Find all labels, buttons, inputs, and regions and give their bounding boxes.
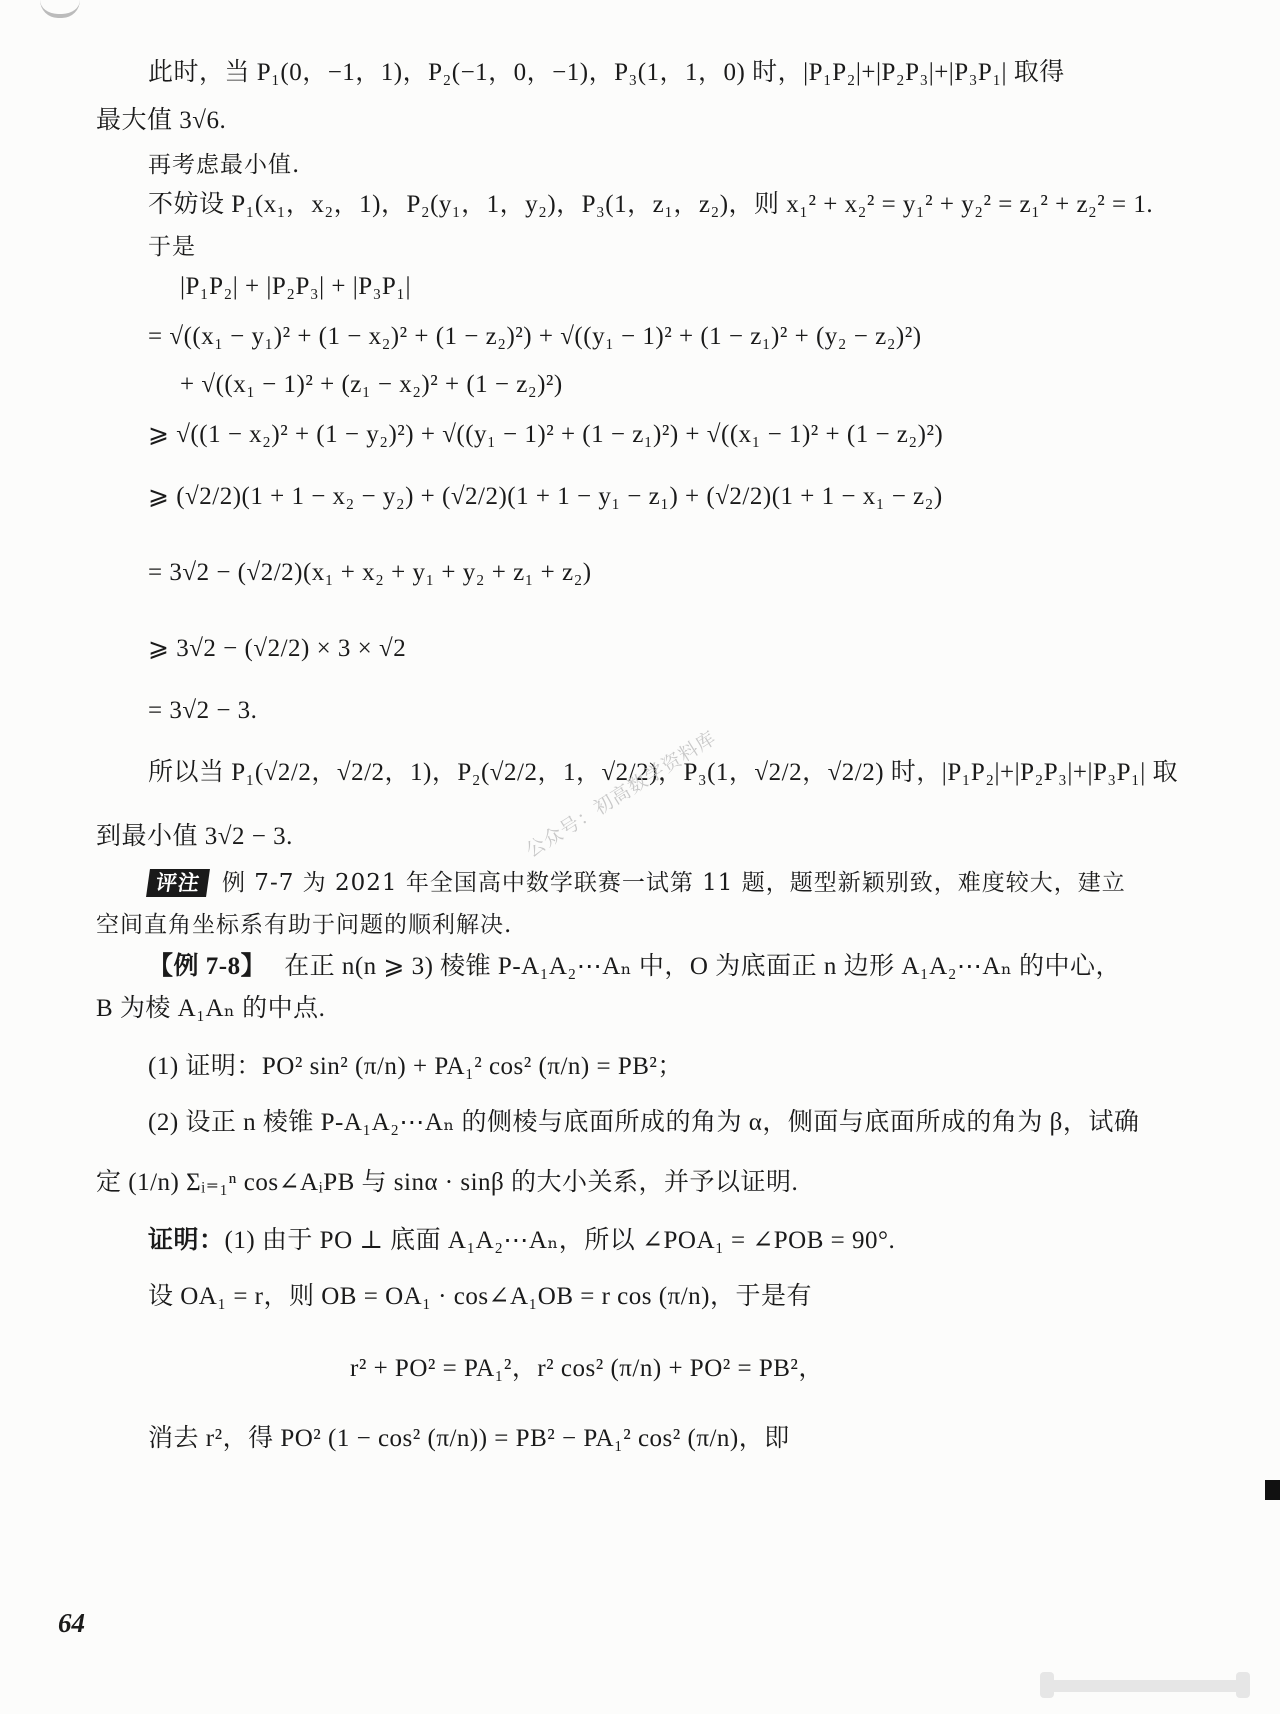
text-line: 设 OA₁ = r，则 OB = OA₁ · cos∠A₁OB = r cos (π/n)，于是有 xyxy=(148,1283,812,1310)
proof-text: (1) 由于 PO ⊥ 底面 A₁A₂⋯Aₙ，所以 ∠POA₁ = ∠POB = 90°. xyxy=(224,1227,896,1254)
text-line: 于是 xyxy=(148,234,196,260)
equation-line: = 3√2 − 3. xyxy=(148,697,258,724)
scroll-indicator[interactable] xyxy=(1040,1672,1250,1702)
text-line: B 为棱 A₁Aₙ 的中点. xyxy=(96,995,326,1022)
remark-text: 例 7-7 为 2021 年全国高中数学联赛一试第 11 题，题型新颖别致，难度较大，建立 xyxy=(222,870,1126,896)
text-line: (1) 证明：PO² sin² (π/n) + PA₁² cos² (π/n) = PB²； xyxy=(148,1053,683,1080)
text-line: 消去 r²，得 PO² (1 − cos² (π/n)) = PB² − PA₁² cos² (π/n)，即 xyxy=(148,1425,790,1452)
equation-line: ⩾ √((1 − x₂)² + (1 − y₂)²) + √((y₁ − 1)² + (1 − z₁)²) + √((x₁ − 1)² + (1 − z₂)²) xyxy=(148,421,944,448)
remark-line xyxy=(148,868,1126,898)
proof-line xyxy=(148,1226,895,1256)
page-number: 64 xyxy=(58,1608,85,1638)
text-line: 不妨设 P₁(x₁，x₂，1)，P₂(y₁，1，y₂)，P₃(1，z₁，z₂)，则 x₁² + x₂² = y₁² + y₂² = z₁² + z₂² = 1. xyxy=(148,191,1154,218)
example-text: 在正 n(n ⩾ 3) 棱锥 P-A₁A₂⋯Aₙ 中，O 为底面正 n 边形 A₁A₂⋯Aₙ 的中心， xyxy=(284,953,1122,980)
equation-line: + √((x₁ − 1)² + (z₁ − x₂)² + (1 − z₂)²) xyxy=(180,371,563,398)
text-line: 最大值 3√6. xyxy=(96,107,227,134)
watermark: 公众号：初高数学资料库 xyxy=(522,726,721,863)
equation-line: = 3√2 − (√2/2)(x₁ + x₂ + y₁ + y₂ + z₁ + z₂) xyxy=(148,559,592,586)
text-line: 此时，当 P₁(0，−1，1)，P₂(−1，0，−1)，P₃(1，1，0) 时，|P₁P₂|+|P₂P₃|+|P₃P₁| 取得 xyxy=(148,59,1065,86)
text-line: 所以当 P₁(√2/2，√2/2，1)，P₂(√2/2，1，√2/2)，P₃(1，√2/2，√2/2) 时，|P₁P₂|+|P₂P₃|+|P₃P₁| 取 xyxy=(148,759,1179,786)
example-label: 【例 7-8】 xyxy=(148,953,267,980)
text-line: 定 (1/n) Σᵢ₌₁ⁿ cos∠AᵢPB 与 sinα · sinβ 的大小关系，并予以证明. xyxy=(96,1169,799,1196)
equation-line: ⩾ 3√2 − (√2/2) × 3 × √2 xyxy=(148,635,407,662)
margin-marker xyxy=(1265,1480,1280,1500)
scan-artifact xyxy=(40,0,80,18)
equation-line: ⩾ (√2/2)(1 + 1 − x₂ − y₂) + (√2/2)(1 + 1 − y₁ − z₁) + (√2/2)(1 + 1 − x₁ − z₂) xyxy=(148,483,943,510)
remark-tag: 评注 xyxy=(146,869,210,897)
equation-line: r² + PO² = PA₁²，r² cos² (π/n) + PO² = PB²， xyxy=(350,1355,824,1382)
text-line: 到最小值 3√2 − 3. xyxy=(96,823,293,850)
proof-label: 证明： xyxy=(148,1227,225,1254)
text-line: 再考虑最小值. xyxy=(148,152,301,178)
equation-line: |P₁P₂| + |P₂P₃| + |P₃P₁| xyxy=(180,273,411,300)
text-line: (2) 设正 n 棱锥 P-A₁A₂⋯Aₙ 的侧棱与底面所成的角为 α，侧面与底面所成的角为 β，试确 xyxy=(148,1109,1140,1136)
equation-line: = √((x₁ − y₁)² + (1 − x₂)² + (1 − z₂)²) + √((y₁ − 1)² + (1 − z₁)² + (y₂ − z₂)²) xyxy=(148,323,922,350)
text-line: 空间直角坐标系有助于问题的顺利解决. xyxy=(96,912,513,938)
example-line xyxy=(148,952,1121,982)
